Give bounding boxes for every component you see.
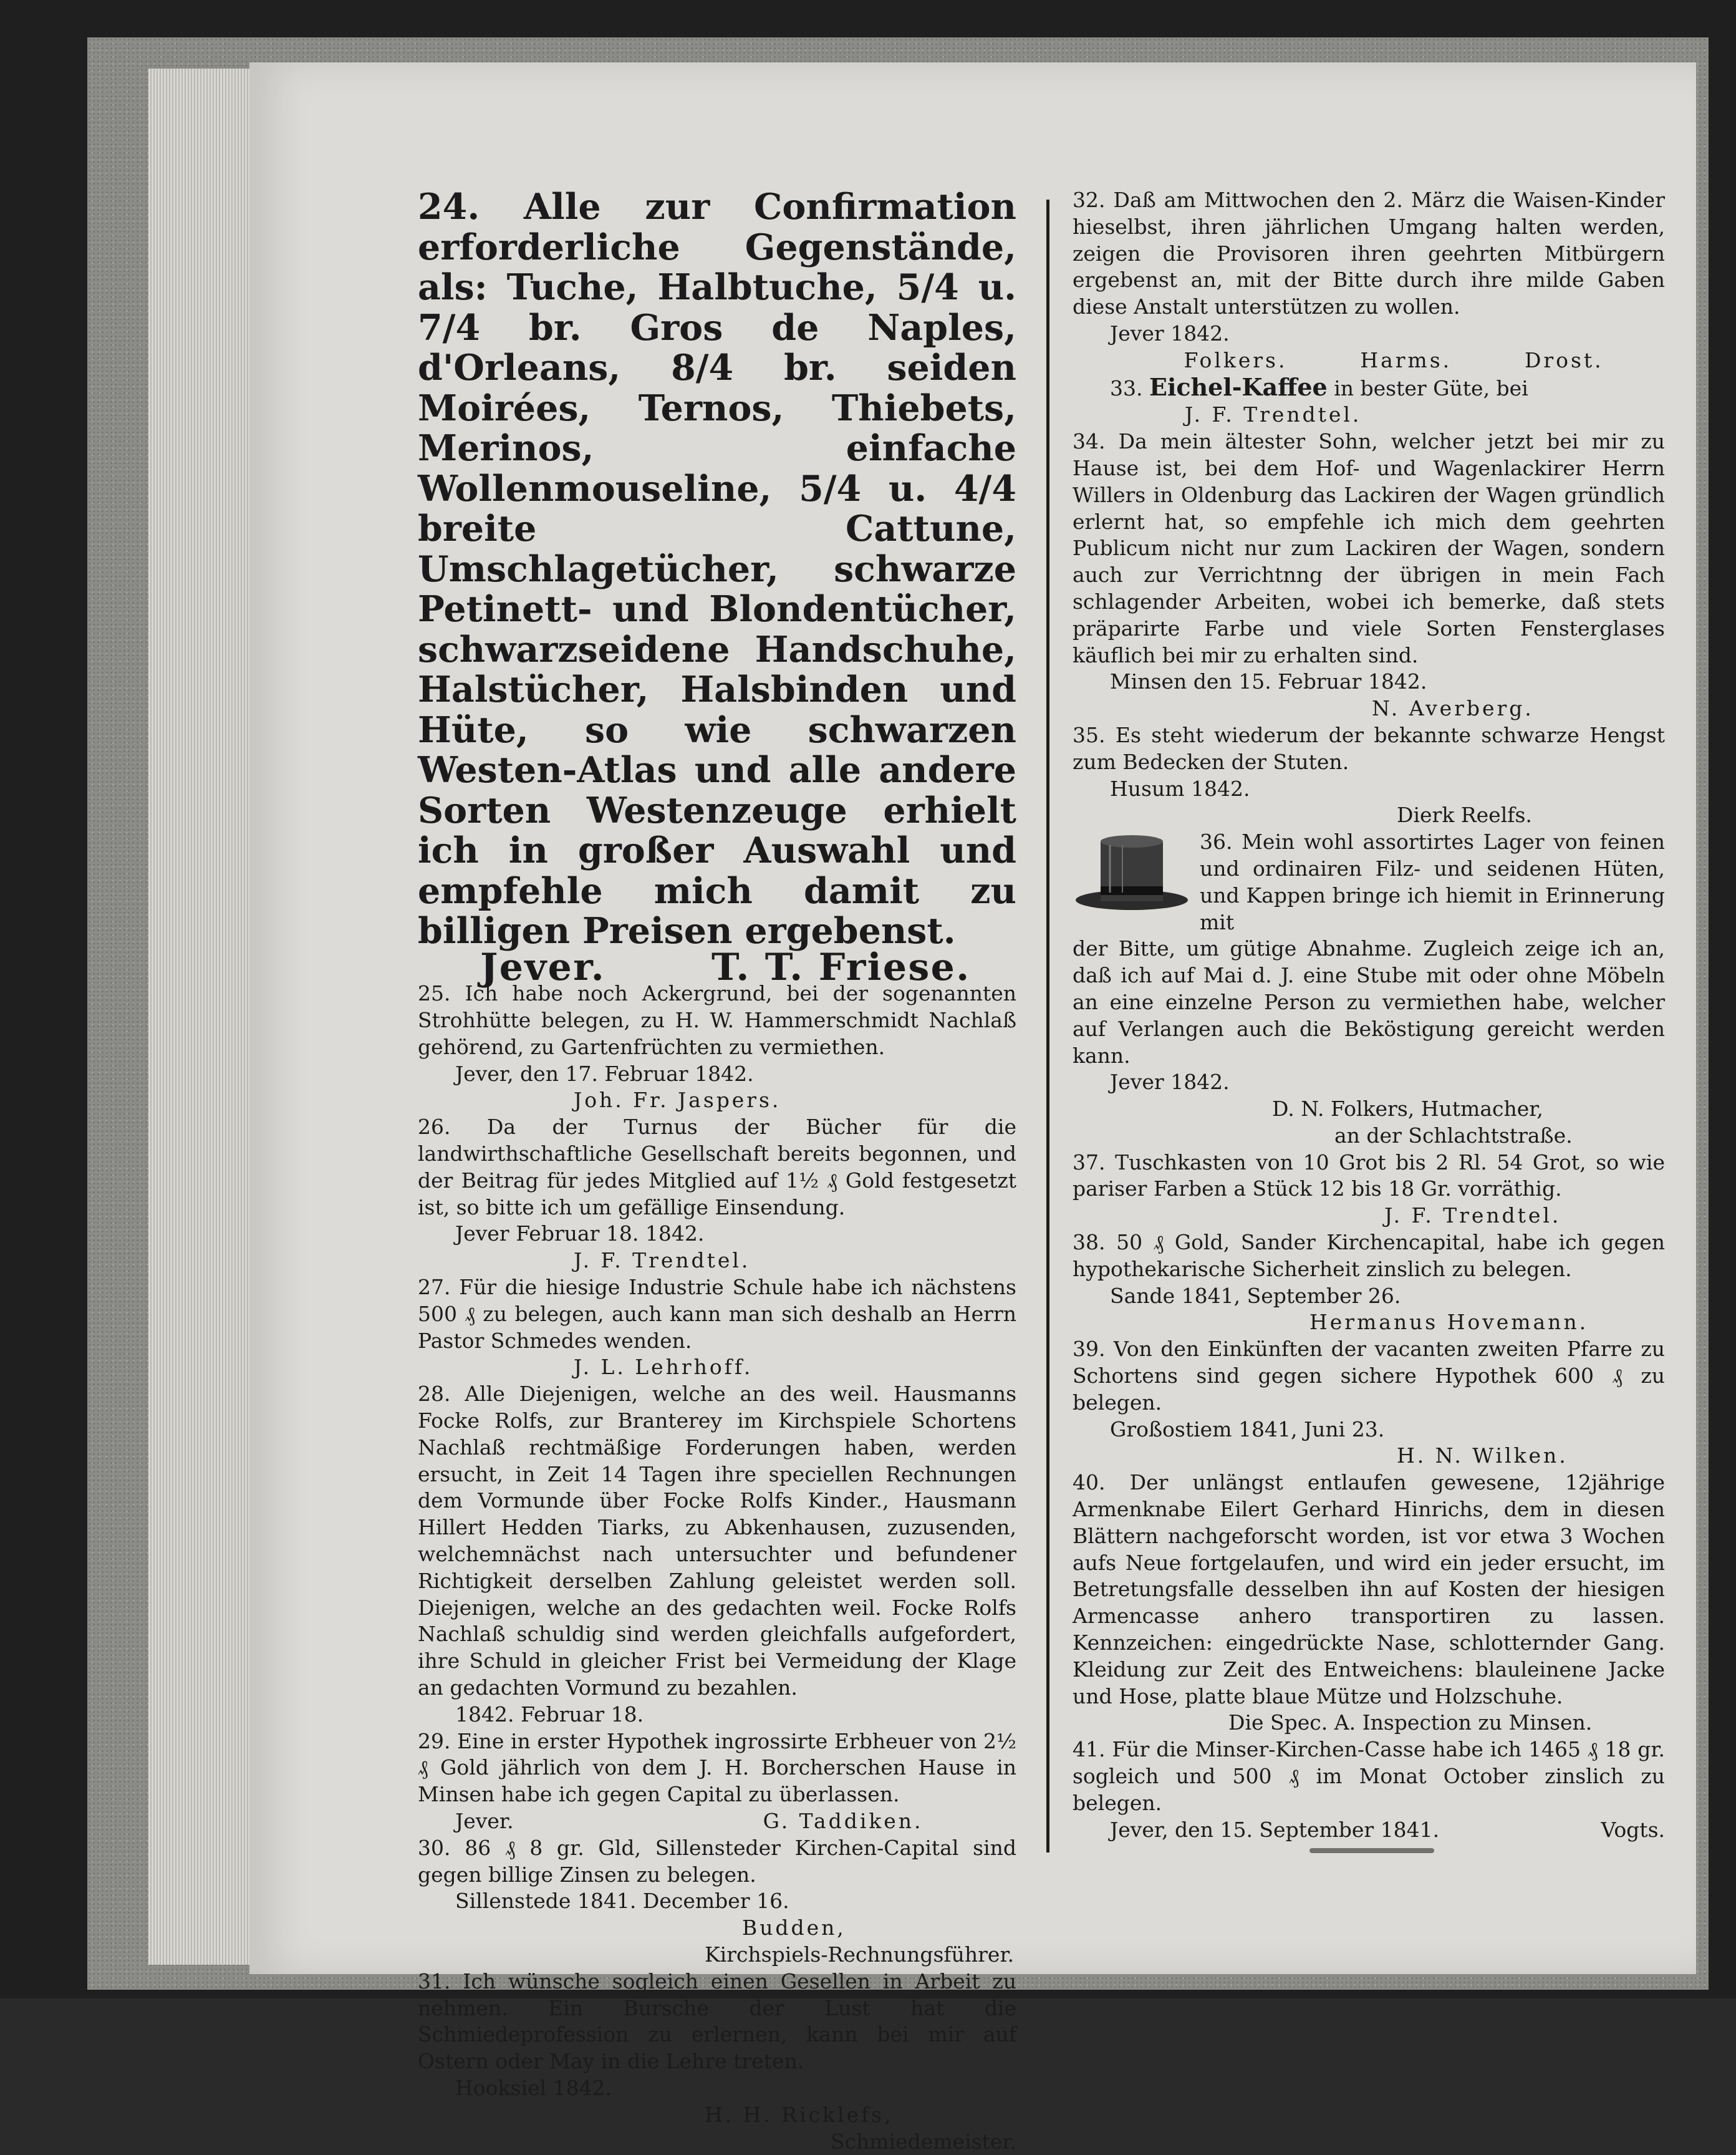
ad-32-date: Jever 1842. xyxy=(1110,321,1230,346)
ad-40-text: 40. Der unlängst entlaufen gewesene, 12jährige Armenknabe Eilert Gerhard Hinrichs, dem in diesen Blättern nachgeforscht worden, ist vor etwa 3 Wochen aufs Neue fortgelaufen, und wird ein jeder ersucht, im Betretungsfalle desselben ihn auf Kosten der hiesigen Armencasse anhero transportiren zu lassen. Kennzeichen: eingedrückte Nase, schlotternder Gang. Kleidung zur Zeit des Entweichens: blauleinene Jacke und Hose, platte blaue Mütze und Holzschuhe. xyxy=(1073,1470,1665,1708)
ad-33-sig: J. F. Trendtel. xyxy=(1185,402,1362,427)
ink-smear xyxy=(1309,1848,1434,1853)
ad-30-text: 30. 86 ₰ 8 gr. Gld, Sillensteder Kirchen-Capital sind gegen billige Zinsen zu belegen. xyxy=(418,1835,1016,1887)
ad-29-sig: G. Taddiken. xyxy=(763,1809,923,1833)
ad-31-sig2: Schmiedemeister. xyxy=(830,2129,1016,2154)
ad-24-place: Jever. xyxy=(480,945,605,989)
ad-39-text: 39. Von den Einkünften der vacanten zweiten Pfarre zu Schortens sind gegen sichere Hypothek 600 ₰ zu belegen. xyxy=(1073,1337,1665,1415)
ad-36-sig1: D. N. Folkers, Hutmacher, xyxy=(1272,1097,1543,1121)
ad-39-date: Großostiem 1841, Juni 23. xyxy=(1110,1416,1385,1441)
ad-41-date: Jever, den 15. September 1841. xyxy=(1110,1817,1440,1842)
ad-24-signature xyxy=(418,945,1016,989)
ad-26-date: Jever Februar 18. 1842. xyxy=(455,1221,705,1246)
page-edges xyxy=(148,69,261,1965)
ad-26-text: 26. Da der Turnus der Bücher für die landwirthschaftliche Gesellschaft bereits begonnen, und der Beitrag für jedes Mitglied auf 1½ ₰ Gold festgesetzt ist, so bitte ich um gefällige Einsendung. xyxy=(418,1115,1016,1219)
ad-24-sig: T. T. Friese. xyxy=(711,945,971,989)
ad-34-text: 34. Da mein ältester Sohn, welcher jetzt bei mir zu Hause ist, bei dem Hof- und Wagenlackirer Herrn Willers in Oldenburg das Lackiren der Wagen gründlich erlernt hat, so empfehle ich mich dem geehrten Publicum nicht nur zum Lackiren der Wagen, sondern auch zur Verrichtnng der übrigen in mein Fach schlagender Arbeiten, wobei ich bemerke, daß stets präparirte Farbe und viele Sorten Fensterglases käuflich bei mir zu erhalten sind. xyxy=(1073,429,1665,667)
right-column xyxy=(1073,187,1665,1843)
ad-41-signature xyxy=(1073,1817,1665,1844)
left-column xyxy=(418,187,1016,2155)
ad-25-text: 25. Ich habe noch Ackergrund, bei der sogenannten Strohhütte belegen, zu H. W. Hammerschmidt Nachlaß gehörend, zu Gartenfrüchten zu vermiethen. xyxy=(418,981,1016,1059)
ad-31-date: Hooksiel 1842. xyxy=(455,2075,612,2100)
ad-31-text: 31. Ich wünsche sogleich einen Gesellen in Arbeit zu nehmen. Ein Bursche der Lust hat die Schmiedeprofession zu erlernen, kann bei mir auf Ostern oder May in die Lehre treten. xyxy=(418,1969,1016,2074)
ad-30-date: Sillenstede 1841. December 16. xyxy=(455,1889,789,1914)
ad-27-sig: J. L. Lehrhoff. xyxy=(574,1355,753,1380)
ad-34-date: Minsen den 15. Februar 1842. xyxy=(1110,669,1427,694)
ad-41-text: 41. Für die Minser-Kirchen-Casse habe ich 1465 ₰ 18 gr. sogleich und 500 ₰ im Monat October zinslich zu belegen. xyxy=(1073,1737,1665,1815)
ad-32-sig-3: Drost. xyxy=(1524,347,1604,372)
ad-35-text: 35. Es steht wiederum der bekannte schwarze Hengst zum Bedecken der Stuten. xyxy=(1073,722,1665,774)
ad-29-signature xyxy=(418,1808,1016,1835)
ad-36-sig2: an der Schlachtstraße. xyxy=(1334,1123,1573,1148)
ad-36-text-beside: 36. Mein wohl assortirtes Lager von feinen und ordinairen Filz- und seidenen Hüten, und Kappen bringe ich hiemit in Erinnerung mit xyxy=(1200,830,1665,934)
ad-25-date: Jever, den 17. Februar 1842. xyxy=(455,1061,754,1086)
ad-29-text: 29. Eine in erster Hypothek ingrossirte Erbheuer von 2½ ₰ Gold jährlich von dem J. H. Borcherschen Hause in Minsen habe ich gegen Capital zu überlassen. xyxy=(418,1728,1016,1807)
ad-33-rest: in bester Güte, bei xyxy=(1334,375,1528,400)
ad-33-prefix: 33. xyxy=(1110,375,1143,400)
ad-30-sig1: Budden, xyxy=(742,1915,846,1940)
ad-28-text: 28. Alle Diejenigen, welche an des weil. Hausmanns Focke Rolfs, zur Branterey im Kirchspiele Schortens Nachlaß rechtmäßige Forderungen haben, werden ersucht, in Zeit 14 Tagen ihre speciellen Rechnungen dem Vormunde über Focke Rolfs Kinder., Hausmann Hillert Hedden Tiarks, zu Abkenhausen, zuzusenden, welchemnächst nach untersuchter und befundener Richtigkeit derselben Zahlung geleistet werden soll. Diejenigen, welche an des gedachten weil. Focke Rolfs Nachlaß schuldig sind werden gleichfalls aufgefordert, ihre Schuld in gleicher Frist bei Vermeidung der Klage an gedachten Vormund zu bezahlen. xyxy=(418,1382,1016,1700)
ad-40-sig: Die Spec. A. Inspection zu Minsen. xyxy=(1228,1710,1593,1735)
ad-28-date: 1842. Februar 18. xyxy=(455,1702,644,1726)
ad-29-place: Jever. xyxy=(455,1809,514,1833)
ad-36-date: Jever 1842. xyxy=(1110,1070,1230,1095)
ad-31-sig1: H. H. Ricklefs, xyxy=(705,2102,894,2127)
ad-38-text: 38. 50 ₰ Gold, Sander Kirchencapital, habe ich gegen hypothekarische Sicherheit zinslich zu belegen. xyxy=(1073,1230,1665,1281)
ad-25-sig: Joh. Fr. Jaspers. xyxy=(574,1088,781,1113)
ad-26-sig: J. F. Trendtel. xyxy=(574,1248,751,1273)
ad-32-text: 32. Daß am Mittwochen den 2. März die Waisen-Kinder hieselbst, ihren jährlichen Umgang halten werden, zeigen die Provisoren ihren geehrten Mitbürgern ergebenst an, mit der Bitte durch ihre milde Gaben diese Anstalt unterstützen zu wollen. xyxy=(1073,188,1665,319)
ad-30-sig2: Kirchspiels-Rechnungsführer. xyxy=(705,1942,1015,1967)
top-hat-icon xyxy=(1073,830,1191,918)
ad-35-date: Husum 1842. xyxy=(1110,776,1250,801)
ad-39-sig: H. N. Wilken. xyxy=(1397,1443,1568,1468)
ad-32-sig-2: Harms. xyxy=(1360,347,1452,372)
column-rule xyxy=(1046,200,1049,1852)
ad-24-text: 24. Alle zur Confirmation erforderliche Gegenstände, als: Tuche, Halbtuche, 5/4 u. 7/4 br. Gros de Naples, d'Orleans, 8/4 br. seiden Moirées, Ternos, Thiebets, Merinos, einfache Wollenmouseline, 5/4 u. 4/4 breite Cattune, Umschlagetücher, schwarze Petinett- und Blondentücher, schwarzseidene Handschuhe, Halstücher, Halsbinden und Hüte, so wie schwarzen Westen-Atlas und alle andere Sorten Westenzeuge erhielt ich in großer Auswahl und empfehle mich damit zu billigen Preisen ergebenst. xyxy=(418,186,1016,952)
ad-32-sig-1: Folkers. xyxy=(1184,347,1288,372)
ad-38-date: Sande 1841, September 26. xyxy=(1110,1283,1401,1308)
ad-37-sig: J. F. Trendtel. xyxy=(1384,1203,1561,1228)
ad-36-hat-block xyxy=(1073,829,1665,936)
ad-34-sig: N. Averberg. xyxy=(1372,696,1534,721)
ad-38-sig: Hermanus Hovemann. xyxy=(1309,1310,1589,1335)
ad-27-text: 27. Für die hiesige Industrie Schule habe ich nächstens 500 ₰ zu belegen, auch kann man sich deshalb an Herrn Pastor Schmedes wenden. xyxy=(418,1275,1016,1353)
ad-35-sig: Dierk Reelfs. xyxy=(1397,803,1532,828)
ad-36-text-after: der Bitte, um gütige Abnahme. Zugleich zeige ich an, daß ich auf Mai d. J. eine Stube mit oder ohne Möbeln an eine einzelne Person zu vermiethen habe, welcher auf Verlangen auch die Beköstigung gereicht werden kann. xyxy=(1073,936,1665,1068)
ad-32-signatures xyxy=(1073,347,1665,374)
ad-37-text: 37. Tuschkasten von 10 Grot bis 2 Rl. 54 Grot, so wie pariser Farben a Stück 12 bis 18 Gr. vorräthig. xyxy=(1073,1150,1665,1201)
ad-33-bold: Eichel-Kaffee xyxy=(1149,372,1328,401)
ad-33-text xyxy=(1073,374,1665,402)
ad-41-sig: Vogts. xyxy=(1601,1817,1665,1842)
